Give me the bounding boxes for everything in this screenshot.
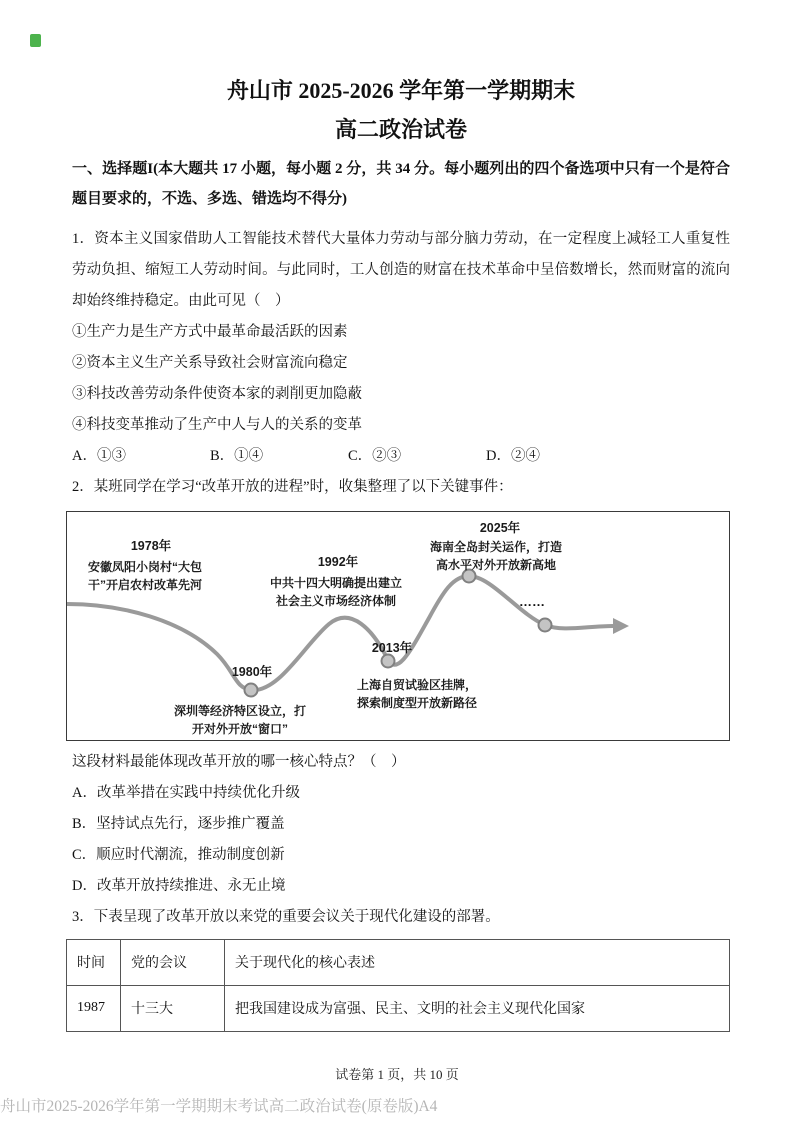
- section1-heading: 一、选择题I(本大题共 17 小题，每小题 2 分，共 34 分。每小题列出的四个备选项中只有一个是符合题目要求的，不选、多选、错选均不得分): [72, 160, 730, 207]
- q1-item-1: ①生产力是生产方式中最革命最活跃的因素: [72, 323, 348, 340]
- page-content: [72, 76, 730, 1032]
- q2-choice-a: A．改革举措在实践中持续优化升级: [72, 784, 300, 801]
- timeline-year-1980: 1980年: [231, 664, 273, 679]
- q3-header-time: 时间: [67, 939, 121, 985]
- timeline-figure: [66, 511, 730, 741]
- q2-choice-b: B．坚持试点先行，逐步推广覆盖: [72, 815, 285, 832]
- timeline-year-2013: 2013年: [371, 640, 413, 655]
- exam-title: 舟山市 2025-2026 学年第一学期期末: [226, 78, 576, 103]
- q2-question: 这段材料最能体现改革开放的哪一核心特点？（ ）: [72, 753, 406, 770]
- timeline-text-2025: 海南全岛封关运作，打造高水平对外开放新高地: [429, 539, 562, 572]
- q3-cell-meeting: 十三大: [121, 985, 225, 1031]
- q3-table-header-row: [67, 939, 730, 985]
- timeline-year-2025: 2025年: [479, 520, 521, 535]
- timeline-ellipsis: ……: [519, 593, 545, 609]
- q2-choice-c: C．顺应时代潮流，推动制度创新: [72, 846, 285, 863]
- q3-cell-year: 1987: [67, 985, 121, 1031]
- q1-item-4: ④科技变革推动了生产中人与人的关系的变革: [72, 416, 362, 433]
- exam-subtitle: 高二政治试卷: [334, 116, 467, 142]
- q3-stem: 3．下表呈现了改革开放以来党的重要会议关于现代化建设的部署。: [72, 908, 500, 925]
- timeline-text-2013: 上海自贸试验区挂牌，探索制度型开放新路径: [356, 677, 477, 710]
- timeline-text-1978: 安徽凤阳小岗村“大包干”开启农村改革先河: [87, 559, 202, 592]
- timeline-text-1992: 中共十四大明确提出建立社会主义市场经济体制: [269, 575, 402, 608]
- timeline-dot-2013: [382, 654, 395, 667]
- q3-table-row-1987: [67, 985, 730, 1031]
- q1-choice-a: A．①③: [72, 447, 126, 464]
- q1-choices: [72, 441, 730, 472]
- q2-stem: 2．某班同学在学习“改革开放的进程”时，收集整理了以下关键事件：: [72, 478, 513, 495]
- q1-item-2: ②资本主义生产关系导致社会财富流向稳定: [72, 354, 348, 371]
- timeline-text-1980: 深圳等经济特区设立，打开对外开放“窗口”: [173, 703, 306, 736]
- q3-table: [66, 939, 730, 1032]
- timeline-dot-future: [539, 618, 552, 631]
- q3-cell-statement: 把我国建设成为富强、民主、文明的社会主义现代化国家: [225, 985, 730, 1031]
- corner-logo-icon: [30, 34, 41, 47]
- q3-header-statement: 关于现代化的核心表述: [225, 939, 730, 985]
- q1-choice-b: B．①④: [210, 447, 264, 464]
- timeline-year-1992: 1992年: [317, 554, 359, 569]
- q2-choice-d: D．改革开放持续推进、永无止境: [72, 877, 286, 894]
- q1-choice-d: D．②④: [486, 447, 540, 464]
- q1-choice-c: C．②③: [348, 447, 402, 464]
- timeline-arrow-icon: [613, 618, 629, 634]
- timeline-year-1978: 1978年: [130, 538, 172, 553]
- document-watermark: 舟山市2025-2026学年第一学期期末考试高二政治试卷(原卷版)A4: [0, 1098, 438, 1115]
- q3-header-meeting: 党的会议: [121, 939, 225, 985]
- q1-item-3: ③科技改善劳动条件使资本家的剥削更加隐蔽: [72, 385, 362, 402]
- q1-stem: 1．资本主义国家借助人工智能技术替代大量体力劳动与部分脑力劳动，在一定程度上减轻工人重复性劳动负担、缩短工人劳动时间。与此同时，工人创造的财富在技术革命中呈倍数增长，然而财富的流向却始终维持稳定。由此可见（ ）: [72, 230, 730, 309]
- timeline-dot-1980: [245, 683, 258, 696]
- page-number: 试卷第 1 页，共 10 页: [335, 1067, 459, 1082]
